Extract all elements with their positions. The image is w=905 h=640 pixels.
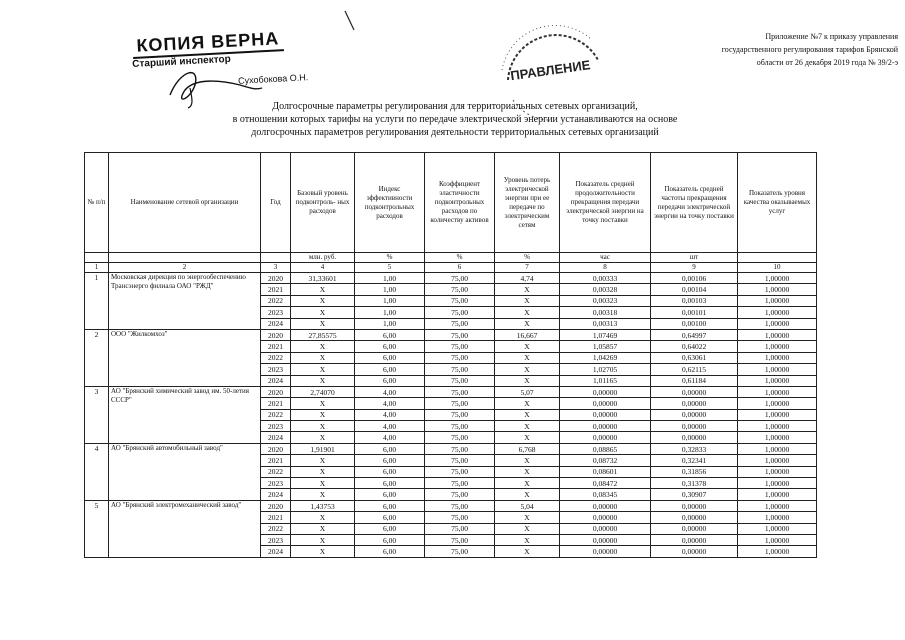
saifi-cell: 0,00000 xyxy=(651,398,738,409)
base-cell: Х xyxy=(291,295,355,306)
loss-cell: 6,768 xyxy=(495,443,560,454)
quality-cell: 1,00000 xyxy=(738,386,817,397)
quality-cell: 1,00000 xyxy=(738,534,817,545)
base-cell: Х xyxy=(291,284,355,295)
saifi-cell: 0,00000 xyxy=(651,432,738,443)
quality-cell: 1,00000 xyxy=(738,364,817,375)
year-cell: 2022 xyxy=(261,523,291,534)
index-cell: 1,00 xyxy=(355,295,425,306)
year-cell: 2022 xyxy=(261,352,291,363)
year-cell: 2024 xyxy=(261,546,291,557)
loss-cell: Х xyxy=(495,307,560,318)
loss-cell: Х xyxy=(495,295,560,306)
saifi-cell: 0,64997 xyxy=(651,329,738,340)
year-cell: 2022 xyxy=(261,466,291,477)
loss-cell: Х xyxy=(495,421,560,432)
coef-cell: 75,00 xyxy=(425,512,495,523)
index-cell: 6,00 xyxy=(355,466,425,477)
saidi-cell: 0,00000 xyxy=(560,398,651,409)
quality-cell: 1,00000 xyxy=(738,500,817,511)
year-cell: 2021 xyxy=(261,341,291,352)
year-cell: 2023 xyxy=(261,478,291,489)
coef-cell: 75,00 xyxy=(425,489,495,500)
loss-cell: 5,07 xyxy=(495,386,560,397)
saifi-cell: 0,00106 xyxy=(651,273,738,284)
base-cell: Х xyxy=(291,489,355,500)
appendix-line: государственного регулирования тарифов Брянской xyxy=(721,45,898,54)
quality-cell: 1,00000 xyxy=(738,489,817,500)
col-number: 1 xyxy=(85,263,109,273)
coef-cell: 75,00 xyxy=(425,375,495,386)
saidi-cell: 0,00000 xyxy=(560,534,651,545)
base-cell: Х xyxy=(291,409,355,420)
base-cell: Х xyxy=(291,352,355,363)
index-cell: 6,00 xyxy=(355,455,425,466)
loss-cell: 16,667 xyxy=(495,329,560,340)
coef-cell: 75,00 xyxy=(425,466,495,477)
base-cell: Х xyxy=(291,341,355,352)
saifi-cell: 0,62115 xyxy=(651,364,738,375)
saifi-cell: 0,00000 xyxy=(651,500,738,511)
saidi-cell: 0,00000 xyxy=(560,500,651,511)
col-number: 3 xyxy=(261,263,291,273)
saifi-cell: 0,00000 xyxy=(651,523,738,534)
year-cell: 2024 xyxy=(261,489,291,500)
index-cell: 6,00 xyxy=(355,341,425,352)
unit-loss: % xyxy=(495,253,560,263)
quality-cell: 1,00000 xyxy=(738,398,817,409)
saidi-cell: 0,00000 xyxy=(560,386,651,397)
saidi-cell: 0,00000 xyxy=(560,512,651,523)
year-cell: 2024 xyxy=(261,432,291,443)
header-coef: Коэффициент эластичности подконтрольных расходов по количеству активов xyxy=(425,153,495,253)
year-cell: 2021 xyxy=(261,455,291,466)
quality-cell: 1,00000 xyxy=(738,432,817,443)
index-cell: 4,00 xyxy=(355,421,425,432)
org-name: АО "Брянский химический завод им. 50-летия СССР" xyxy=(109,386,261,443)
year-cell: 2020 xyxy=(261,329,291,340)
base-cell: Х xyxy=(291,364,355,375)
coef-cell: 75,00 xyxy=(425,341,495,352)
index-cell: 6,00 xyxy=(355,329,425,340)
base-cell: 1,43753 xyxy=(291,500,355,511)
saifi-cell: 0,00104 xyxy=(651,284,738,295)
base-cell: Х xyxy=(291,432,355,443)
appendix-line: Приложение №7 к приказу управления xyxy=(765,32,898,41)
coef-cell: 75,00 xyxy=(425,432,495,443)
base-cell: Х xyxy=(291,398,355,409)
col-number: 8 xyxy=(560,263,651,273)
quality-cell: 1,00000 xyxy=(738,478,817,489)
index-cell: 1,00 xyxy=(355,318,425,329)
quality-cell: 1,00000 xyxy=(738,455,817,466)
org-name: АО "Брянский автомобильный завод" xyxy=(109,443,261,500)
col-number: 6 xyxy=(425,263,495,273)
coef-cell: 75,00 xyxy=(425,318,495,329)
quality-cell: 1,00000 xyxy=(738,307,817,318)
base-cell: Х xyxy=(291,534,355,545)
base-cell: Х xyxy=(291,375,355,386)
loss-cell: Х xyxy=(495,432,560,443)
year-cell: 2020 xyxy=(261,500,291,511)
base-cell: Х xyxy=(291,512,355,523)
saifi-cell: 0,00000 xyxy=(651,409,738,420)
org-name: АО "Брянский электромеханический завод" xyxy=(109,500,261,557)
org-number: 3 xyxy=(85,386,109,443)
base-cell: Х xyxy=(291,523,355,534)
loss-cell: Х xyxy=(495,512,560,523)
coef-cell: 75,00 xyxy=(425,421,495,432)
document-title xyxy=(160,100,750,139)
coef-cell: 75,00 xyxy=(425,409,495,420)
loss-cell: Х xyxy=(495,409,560,420)
quality-cell: 1,00000 xyxy=(738,466,817,477)
year-cell: 2022 xyxy=(261,295,291,306)
header-base: Базовый уровень подконтроль- ных расходов xyxy=(291,153,355,253)
coef-cell: 75,00 xyxy=(425,478,495,489)
loss-cell: Х xyxy=(495,546,560,557)
base-cell: Х xyxy=(291,546,355,557)
saifi-cell: 0,00000 xyxy=(651,546,738,557)
coef-cell: 75,00 xyxy=(425,523,495,534)
index-cell: 6,00 xyxy=(355,364,425,375)
coef-cell: 75,00 xyxy=(425,273,495,284)
column-numbers-row xyxy=(85,263,817,273)
pen-mark xyxy=(343,10,357,32)
index-cell: 6,00 xyxy=(355,375,425,386)
coef-cell: 75,00 xyxy=(425,284,495,295)
title-line: Долгосрочные параметры регулирования для территориальных сетевых организаций, xyxy=(272,101,638,112)
quality-cell: 1,00000 xyxy=(738,352,817,363)
year-cell: 2021 xyxy=(261,284,291,295)
loss-cell: Х xyxy=(495,341,560,352)
year-cell: 2023 xyxy=(261,364,291,375)
org-number: 1 xyxy=(85,273,109,330)
saidi-cell: 0,08601 xyxy=(560,466,651,477)
org-number: 5 xyxy=(85,500,109,557)
loss-cell: 5,04 xyxy=(495,500,560,511)
quality-cell: 1,00000 xyxy=(738,273,817,284)
quality-cell: 1,00000 xyxy=(738,318,817,329)
year-cell: 2024 xyxy=(261,318,291,329)
saifi-cell: 0,00100 xyxy=(651,318,738,329)
saidi-cell: 0,00313 xyxy=(560,318,651,329)
index-cell: 4,00 xyxy=(355,386,425,397)
coef-cell: 75,00 xyxy=(425,329,495,340)
base-cell: 31,33601 xyxy=(291,273,355,284)
col-number: 2 xyxy=(109,263,261,273)
year-cell: 2022 xyxy=(261,409,291,420)
loss-cell: Х xyxy=(495,318,560,329)
title-line: долгосрочных параметров регулирования деятельности территориальных сетевых организаций xyxy=(251,127,659,138)
loss-cell: Х xyxy=(495,523,560,534)
index-cell: 4,00 xyxy=(355,432,425,443)
base-cell: 1,91901 xyxy=(291,443,355,454)
base-cell: Х xyxy=(291,421,355,432)
header-year: Год xyxy=(261,153,291,253)
base-cell: Х xyxy=(291,318,355,329)
saifi-cell: 0,00000 xyxy=(651,512,738,523)
loss-cell: Х xyxy=(495,478,560,489)
coef-cell: 75,00 xyxy=(425,386,495,397)
unit-base: млн. руб. xyxy=(291,253,355,263)
year-cell: 2021 xyxy=(261,512,291,523)
col-number: 7 xyxy=(495,263,560,273)
quality-cell: 1,00000 xyxy=(738,341,817,352)
unit-index: % xyxy=(355,253,425,263)
appendix-line: области от 26 декабря 2019 года № 39/2-э xyxy=(756,58,898,67)
year-cell: 2024 xyxy=(261,375,291,386)
loss-cell: Х xyxy=(495,364,560,375)
index-cell: 1,00 xyxy=(355,273,425,284)
base-cell: Х xyxy=(291,466,355,477)
index-cell: 6,00 xyxy=(355,534,425,545)
header-saifi: Показатель средней частоты прекращения передачи электрической энергии на точку поставки xyxy=(651,153,738,253)
index-cell: 1,00 xyxy=(355,284,425,295)
header-quality: Показатель уровня качества оказываемых услуг xyxy=(738,153,817,253)
saifi-cell: 0,00000 xyxy=(651,386,738,397)
year-cell: 2021 xyxy=(261,398,291,409)
index-cell: 6,00 xyxy=(355,546,425,557)
coef-cell: 75,00 xyxy=(425,307,495,318)
index-cell: 1,00 xyxy=(355,307,425,318)
index-cell: 6,00 xyxy=(355,443,425,454)
loss-cell: Х xyxy=(495,352,560,363)
saifi-cell: 0,63061 xyxy=(651,352,738,363)
index-cell: 6,00 xyxy=(355,352,425,363)
table-row xyxy=(85,443,817,454)
unit-saidi: час xyxy=(560,253,651,263)
saifi-cell: 0,00101 xyxy=(651,307,738,318)
saidi-cell: 0,08865 xyxy=(560,443,651,454)
base-cell: 2,74070 xyxy=(291,386,355,397)
saidi-cell: 1,02705 xyxy=(560,364,651,375)
stamp-subtitle: Старший инспектор xyxy=(132,53,231,70)
index-cell: 6,00 xyxy=(355,489,425,500)
saidi-cell: 0,08345 xyxy=(560,489,651,500)
header-index: Индекс эффективности подконтрольных расходов xyxy=(355,153,425,253)
quality-cell: 1,00000 xyxy=(738,546,817,557)
quality-cell: 1,00000 xyxy=(738,284,817,295)
loss-cell: Х xyxy=(495,398,560,409)
unit-saifi: шт xyxy=(651,253,738,263)
year-cell: 2023 xyxy=(261,307,291,318)
org-name: ООО "Жилкомхоз" xyxy=(109,329,261,386)
stamp-inspector-name: Сухобокова О.Н. xyxy=(237,72,309,86)
parameters-table xyxy=(84,152,817,558)
saifi-cell: 0,32833 xyxy=(651,443,738,454)
saidi-cell: 0,00000 xyxy=(560,432,651,443)
saifi-cell: 0,64022 xyxy=(651,341,738,352)
coef-cell: 75,00 xyxy=(425,500,495,511)
saidi-cell: 0,08472 xyxy=(560,478,651,489)
loss-cell: Х xyxy=(495,284,560,295)
year-cell: 2020 xyxy=(261,386,291,397)
saidi-cell: 0,00000 xyxy=(560,546,651,557)
index-cell: 4,00 xyxy=(355,398,425,409)
org-number: 4 xyxy=(85,443,109,500)
base-cell: Х xyxy=(291,478,355,489)
org-number: 2 xyxy=(85,329,109,386)
saifi-cell: 0,00000 xyxy=(651,534,738,545)
appendix-note xyxy=(600,30,900,69)
saidi-cell: 1,07469 xyxy=(560,329,651,340)
table-row xyxy=(85,386,817,397)
col-number: 5 xyxy=(355,263,425,273)
coef-cell: 75,00 xyxy=(425,534,495,545)
saidi-cell: 1,05857 xyxy=(560,341,651,352)
quality-cell: 1,00000 xyxy=(738,421,817,432)
quality-cell: 1,00000 xyxy=(738,409,817,420)
index-cell: 6,00 xyxy=(355,478,425,489)
coef-cell: 75,00 xyxy=(425,295,495,306)
unit-coef: % xyxy=(425,253,495,263)
header-loss: Уровень потерь электрической энергии при ее передаче по электрическим сетям xyxy=(495,153,560,253)
index-cell: 6,00 xyxy=(355,512,425,523)
coef-cell: 75,00 xyxy=(425,352,495,363)
year-cell: 2023 xyxy=(261,421,291,432)
header-org: Наименование сетевой организации xyxy=(109,153,261,253)
coef-cell: 75,00 xyxy=(425,364,495,375)
header-num: № п/п xyxy=(85,153,109,253)
col-number: 9 xyxy=(651,263,738,273)
seal-text: ПРАВЛЕНИЕ xyxy=(509,57,592,84)
saifi-cell: 0,00103 xyxy=(651,295,738,306)
loss-cell: Х xyxy=(495,534,560,545)
quality-cell: 1,00000 xyxy=(738,329,817,340)
title-line: в отношении которых тарифы на услуги по передаче электрической энергии устанавливаются на основе xyxy=(232,114,678,125)
saifi-cell: 0,00000 xyxy=(651,421,738,432)
saifi-cell: 0,32341 xyxy=(651,455,738,466)
saifi-cell: 0,31378 xyxy=(651,478,738,489)
saidi-cell: 0,00333 xyxy=(560,273,651,284)
saidi-cell: 0,00000 xyxy=(560,523,651,534)
org-name: Московская дирекция по энергообеспечению Трансэнерго филиала ОАО "РЖД" xyxy=(109,273,261,330)
loss-cell: Х xyxy=(495,466,560,477)
base-cell: Х xyxy=(291,307,355,318)
base-cell: 27,85575 xyxy=(291,329,355,340)
index-cell: 6,00 xyxy=(355,523,425,534)
saidi-cell: 0,00328 xyxy=(560,284,651,295)
saifi-cell: 0,61184 xyxy=(651,375,738,386)
coef-cell: 75,00 xyxy=(425,398,495,409)
loss-cell: 4,74 xyxy=(495,273,560,284)
saifi-cell: 0,31856 xyxy=(651,466,738,477)
loss-cell: Х xyxy=(495,375,560,386)
table-row xyxy=(85,500,817,511)
saidi-cell: 0,00000 xyxy=(560,421,651,432)
saidi-cell: 1,01165 xyxy=(560,375,651,386)
quality-cell: 1,00000 xyxy=(738,375,817,386)
units-row xyxy=(85,253,817,263)
loss-cell: Х xyxy=(495,489,560,500)
quality-cell: 1,00000 xyxy=(738,443,817,454)
coef-cell: 75,00 xyxy=(425,455,495,466)
index-cell: 6,00 xyxy=(355,500,425,511)
coef-cell: 75,00 xyxy=(425,546,495,557)
stamp-title: КОПИЯ ВЕРНА xyxy=(132,28,284,59)
index-cell: 4,00 xyxy=(355,409,425,420)
loss-cell: Х xyxy=(495,455,560,466)
saidi-cell: 0,00323 xyxy=(560,295,651,306)
saifi-cell: 0,30907 xyxy=(651,489,738,500)
year-cell: 2023 xyxy=(261,534,291,545)
year-cell: 2020 xyxy=(261,443,291,454)
quality-cell: 1,00000 xyxy=(738,295,817,306)
base-cell: Х xyxy=(291,455,355,466)
saidi-cell: 1,04269 xyxy=(560,352,651,363)
saidi-cell: 0,00318 xyxy=(560,307,651,318)
coef-cell: 75,00 xyxy=(425,443,495,454)
col-number: 10 xyxy=(738,263,817,273)
quality-cell: 1,00000 xyxy=(738,512,817,523)
table-row xyxy=(85,273,817,284)
table-row xyxy=(85,329,817,340)
col-number: 4 xyxy=(291,263,355,273)
year-cell: 2020 xyxy=(261,273,291,284)
quality-cell: 1,00000 xyxy=(738,523,817,534)
saidi-cell: 0,00000 xyxy=(560,409,651,420)
header-saidi: Показатель средней продолжительности прекращения передачи электрической энергии на точку поставки xyxy=(560,153,651,253)
saidi-cell: 0,08732 xyxy=(560,455,651,466)
